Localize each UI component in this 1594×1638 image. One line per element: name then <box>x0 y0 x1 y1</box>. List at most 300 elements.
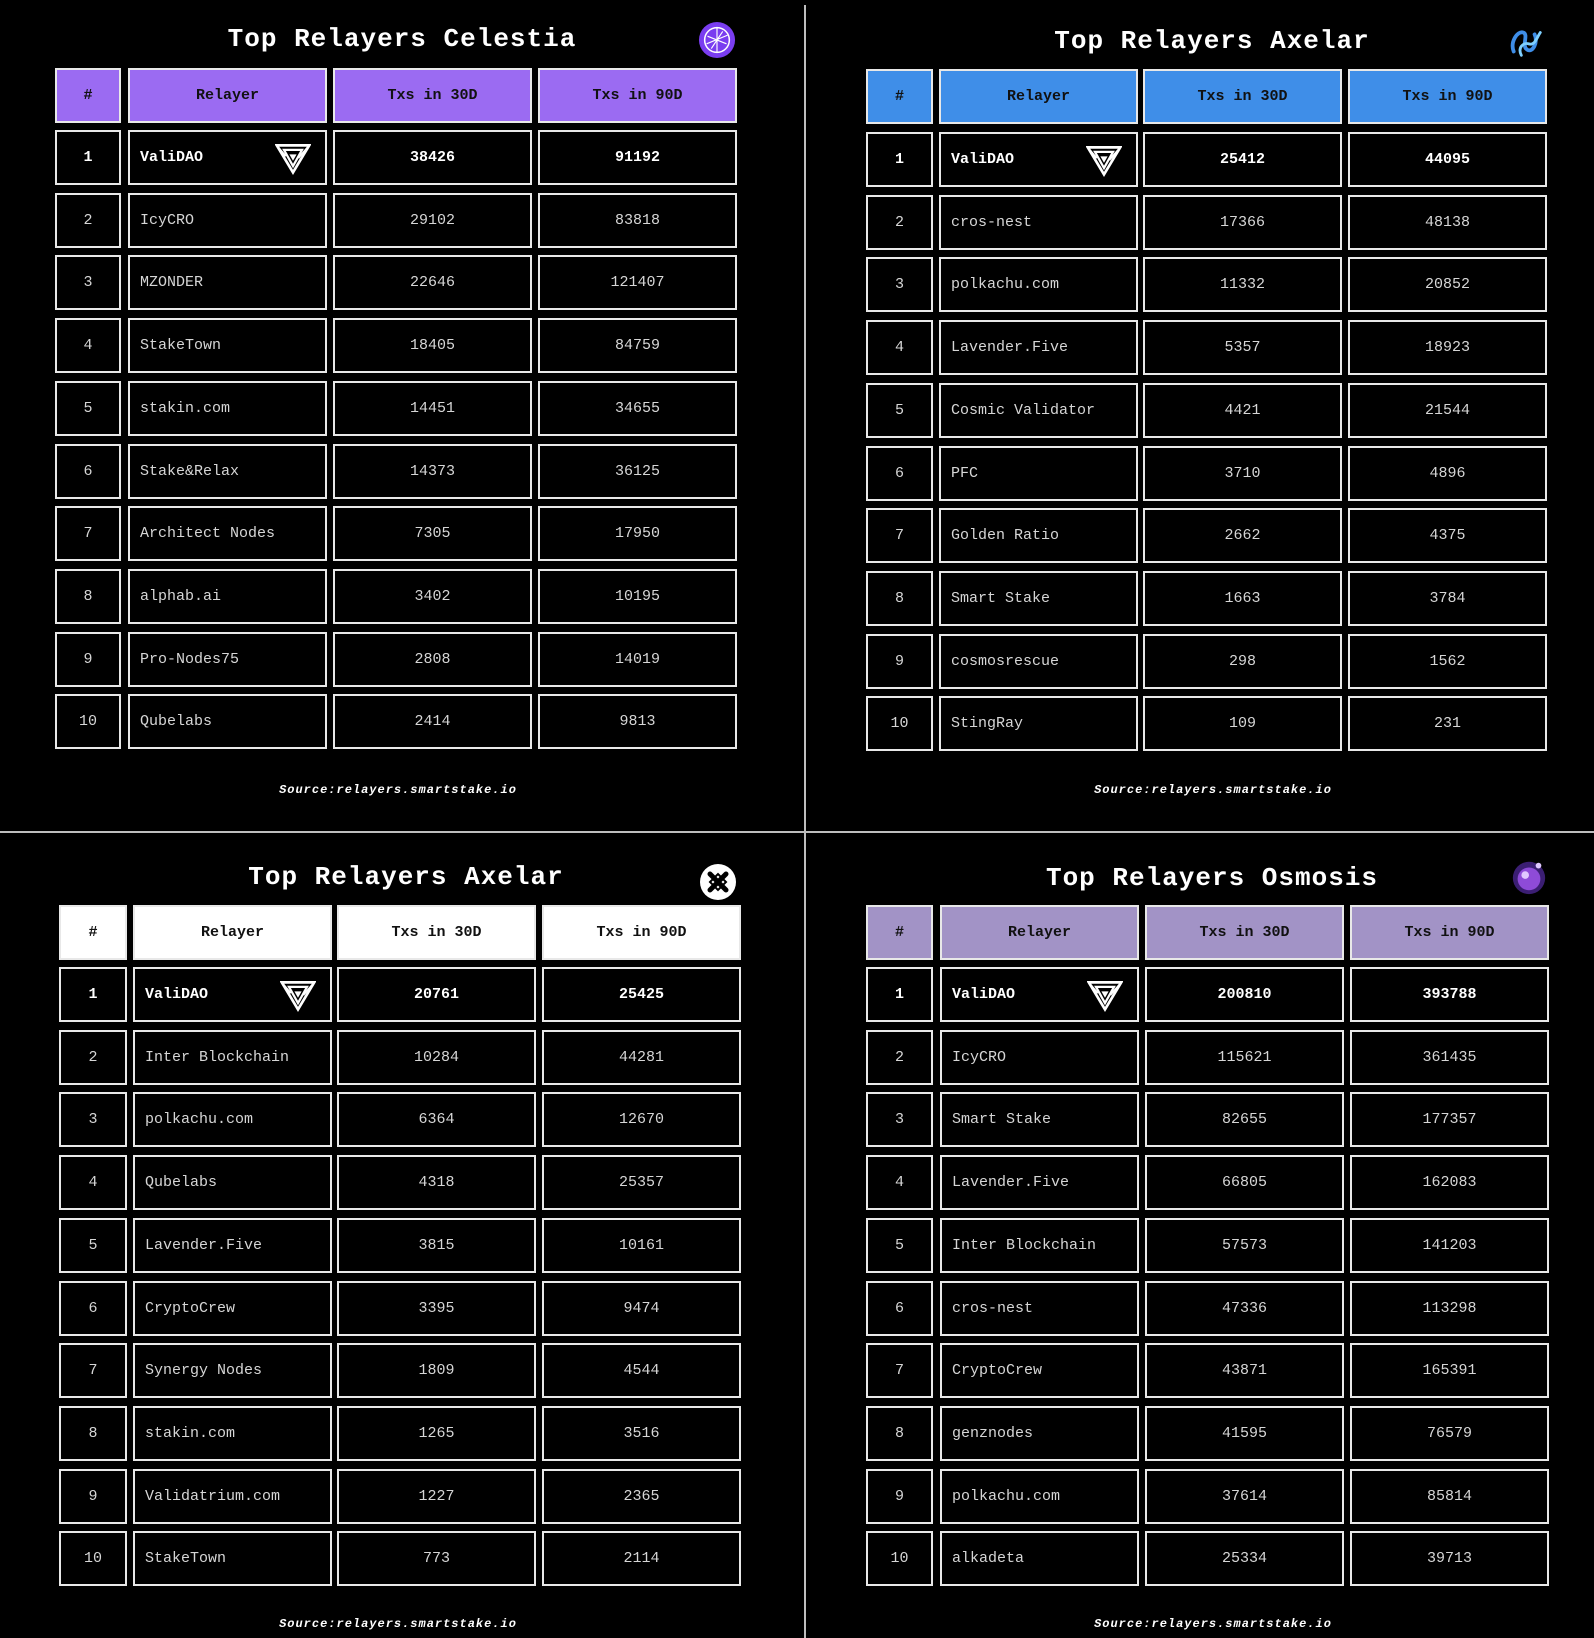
source-note: Source:relayers.smartstake.io <box>279 783 517 797</box>
relayer-name: StakeTown <box>140 337 222 354</box>
rank-value: 9 <box>894 1488 904 1505</box>
txs-90d-cell <box>538 255 737 310</box>
relayer-cell <box>940 1281 1139 1336</box>
relayer-cell <box>939 634 1138 689</box>
panel-title: Top Relayers Axelar <box>248 862 564 892</box>
txs-30d-cell <box>1145 1155 1344 1210</box>
horizontal-divider <box>0 831 1594 833</box>
txs-30d-value: 20761 <box>413 986 459 1003</box>
txs-90d-cell <box>1348 634 1547 689</box>
txs-30d-value: 3402 <box>414 588 451 605</box>
txs-90d-value: 20852 <box>1424 276 1470 293</box>
txs-90d-cell <box>1350 1155 1549 1210</box>
relayer-cell <box>940 1343 1139 1398</box>
rank-cell <box>59 1281 127 1336</box>
txs-30d-value: 1227 <box>418 1488 455 1505</box>
relayer-name: PFC <box>951 465 979 482</box>
txs-30d-cell <box>337 1343 536 1398</box>
txs-90d-cell <box>542 1155 741 1210</box>
txs-30d-cell <box>1145 1469 1344 1524</box>
rank-cell <box>59 1155 127 1210</box>
relayer-cell <box>939 132 1138 187</box>
txs-30d-value: 43871 <box>1221 1362 1267 1379</box>
column-header: # <box>866 905 933 960</box>
relayer-cell <box>939 383 1138 438</box>
relayer-name: IcyCRO <box>140 212 195 229</box>
relayer-cell <box>128 569 327 624</box>
txs-30d-cell <box>333 318 532 373</box>
txs-90d-cell <box>1350 1531 1549 1586</box>
rank-value: 6 <box>83 463 93 480</box>
txs-30d-cell <box>1145 967 1344 1022</box>
column-header: Relayer <box>940 905 1139 960</box>
txs-30d-value: 22646 <box>409 274 455 291</box>
txs-30d-cell <box>337 967 536 1022</box>
relayer-cell <box>940 1092 1139 1147</box>
rank-cell <box>59 1531 127 1586</box>
txs-90d-cell <box>542 1343 741 1398</box>
txs-90d-cell <box>1350 1092 1549 1147</box>
column-header: Txs in 30D <box>1145 905 1344 960</box>
txs-90d-value: 10195 <box>614 588 660 605</box>
panel-title: Top Relayers Celestia <box>227 24 577 54</box>
txs-90d-value: 141203 <box>1422 1237 1477 1254</box>
rank-value: 8 <box>83 588 93 605</box>
rank-cell <box>866 1218 933 1273</box>
relayer-name: polkachu.com <box>145 1111 254 1128</box>
rank-cell <box>866 1030 933 1085</box>
relayer-cell <box>128 193 327 248</box>
relayer-cell <box>128 381 327 436</box>
rank-value: 5 <box>894 402 904 419</box>
rank-value: 7 <box>83 525 93 542</box>
relayer-name: Inter Blockchain <box>952 1237 1097 1254</box>
column-header: Txs in 90D <box>538 68 737 123</box>
rank-cell <box>55 506 121 561</box>
relayer-cell <box>133 1281 332 1336</box>
txs-90d-cell <box>1348 195 1547 250</box>
relayer-name: genznodes <box>952 1425 1034 1442</box>
relayer-name: CryptoCrew <box>145 1300 236 1317</box>
txs-90d-cell <box>1348 132 1547 187</box>
txs-90d-cell <box>542 1281 741 1336</box>
relayer-name: StakeTown <box>145 1550 227 1567</box>
relayer-name: polkachu.com <box>951 276 1060 293</box>
rank-value: 4 <box>83 337 93 354</box>
relayer-name: cros-nest <box>951 214 1033 231</box>
rank-value: 2 <box>894 1049 904 1066</box>
txs-90d-cell <box>538 569 737 624</box>
txs-30d-value: 1663 <box>1224 590 1261 607</box>
txs-90d-value: 25425 <box>618 986 664 1003</box>
txs-30d-value: 2662 <box>1224 527 1261 544</box>
txs-90d-cell <box>1348 320 1547 375</box>
txs-30d-value: 115621 <box>1217 1049 1272 1066</box>
relayer-cell <box>133 1155 332 1210</box>
txs-90d-value: 84759 <box>614 337 660 354</box>
rank-value: 8 <box>894 1425 904 1442</box>
txs-30d-cell <box>333 193 532 248</box>
txs-30d-value: 7305 <box>414 525 451 542</box>
rank-value: 1 <box>88 986 98 1003</box>
rank-cell <box>55 569 121 624</box>
relayer-name: Pro-Nodes75 <box>140 651 240 668</box>
txs-30d-value: 47336 <box>1221 1300 1267 1317</box>
txs-90d-value: 14019 <box>614 651 660 668</box>
relayer-cell <box>133 1030 332 1085</box>
rank-value: 4 <box>894 339 904 356</box>
rank-cell <box>59 1218 127 1273</box>
txs-30d-value: 41595 <box>1221 1425 1267 1442</box>
panel-title: Top Relayers Osmosis <box>1045 863 1379 893</box>
relayer-name: Smart Stake <box>951 590 1051 607</box>
txs-30d-cell <box>333 569 532 624</box>
txs-90d-cell <box>542 1030 741 1085</box>
relayer-cell <box>940 1218 1139 1273</box>
rank-cell <box>866 634 933 689</box>
txs-30d-cell <box>1143 132 1342 187</box>
txs-90d-cell <box>538 381 737 436</box>
relayer-name: ValiDAO <box>140 149 204 166</box>
column-header: Txs in 90D <box>1350 905 1549 960</box>
relayer-cell <box>128 130 327 185</box>
relayer-cell <box>133 1406 332 1461</box>
txs-30d-cell <box>337 1469 536 1524</box>
rank-cell <box>55 255 121 310</box>
txs-30d-value: 11332 <box>1219 276 1265 293</box>
txs-30d-cell <box>337 1092 536 1147</box>
txs-30d-cell <box>333 632 532 687</box>
column-header: Relayer <box>939 69 1138 124</box>
txs-90d-cell <box>542 1406 741 1461</box>
txs-90d-value: 44281 <box>618 1049 664 1066</box>
relayer-name: MZONDER <box>140 274 204 291</box>
relayer-cell <box>128 318 327 373</box>
rank-value: 10 <box>78 713 97 730</box>
txs-30d-value: 14451 <box>409 400 455 417</box>
txs-90d-cell <box>542 967 741 1022</box>
validao-logo-icon <box>275 141 311 175</box>
relayer-name: Synergy Nodes <box>145 1362 263 1379</box>
txs-90d-value: 165391 <box>1422 1362 1477 1379</box>
txs-30d-value: 25412 <box>1219 151 1265 168</box>
txs-30d-value: 2414 <box>414 713 451 730</box>
txs-30d-value: 3710 <box>1224 465 1261 482</box>
rank-cell <box>866 1281 933 1336</box>
txs-90d-value: 10161 <box>618 1237 664 1254</box>
txs-90d-value: 113298 <box>1422 1300 1477 1317</box>
relayer-name: Smart Stake <box>952 1111 1052 1128</box>
rank-value: 7 <box>894 527 904 544</box>
relayer-cell <box>939 571 1138 626</box>
rank-value: 5 <box>83 400 93 417</box>
rank-cell <box>55 318 121 373</box>
txs-90d-cell <box>538 506 737 561</box>
rank-cell <box>866 446 933 501</box>
txs-30d-cell <box>1143 508 1342 563</box>
txs-90d-value: 9813 <box>619 713 656 730</box>
rank-cell <box>866 508 933 563</box>
txs-30d-value: 18405 <box>409 337 455 354</box>
txs-30d-value: 2808 <box>414 651 451 668</box>
relayer-name: Inter Blockchain <box>145 1049 290 1066</box>
txs-30d-value: 3815 <box>418 1237 455 1254</box>
txs-90d-cell <box>1348 696 1547 751</box>
relayer-cell <box>940 1155 1139 1210</box>
rank-cell <box>866 320 933 375</box>
txs-30d-value: 82655 <box>1221 1111 1267 1128</box>
relayer-name: Stake&Relax <box>140 463 240 480</box>
txs-30d-cell <box>1143 195 1342 250</box>
column-header: Relayer <box>128 68 327 123</box>
txs-90d-cell <box>1348 383 1547 438</box>
txs-30d-cell <box>1143 446 1342 501</box>
txs-30d-cell <box>1145 1281 1344 1336</box>
relayer-name: Architect Nodes <box>140 525 276 542</box>
txs-30d-value: 66805 <box>1221 1174 1267 1191</box>
txs-30d-value: 10284 <box>413 1049 459 1066</box>
txs-90d-value: 177357 <box>1422 1111 1477 1128</box>
relayer-name: ValiDAO <box>952 986 1016 1003</box>
txs-90d-value: 17950 <box>614 525 660 542</box>
txs-90d-cell <box>538 632 737 687</box>
txs-30d-cell <box>1143 634 1342 689</box>
rank-cell <box>866 132 933 187</box>
rank-cell <box>866 383 933 438</box>
rank-cell <box>866 1406 933 1461</box>
rank-cell <box>59 1406 127 1461</box>
relayer-cell <box>133 1092 332 1147</box>
txs-90d-cell <box>1350 1343 1549 1398</box>
txs-30d-value: 57573 <box>1221 1237 1267 1254</box>
relayer-name: Golden Ratio <box>951 527 1060 544</box>
rank-value: 5 <box>88 1237 98 1254</box>
txs-30d-value: 5357 <box>1224 339 1261 356</box>
txs-90d-cell <box>538 130 737 185</box>
relayer-cell <box>939 696 1138 751</box>
relayer-name: Lavender.Five <box>951 339 1069 356</box>
txs-90d-cell <box>1350 1469 1549 1524</box>
relayer-cell <box>133 1531 332 1586</box>
rank-value: 5 <box>894 1237 904 1254</box>
relayer-cell <box>133 1343 332 1398</box>
txs-90d-cell <box>542 1469 741 1524</box>
rank-value: 3 <box>83 274 93 291</box>
rank-value: 10 <box>890 715 909 732</box>
txs-90d-value: 2114 <box>623 1550 660 1567</box>
txs-90d-cell <box>538 193 737 248</box>
txs-90d-value: 121407 <box>610 274 665 291</box>
column-header: # <box>55 68 121 123</box>
txs-30d-value: 6364 <box>418 1111 455 1128</box>
source-note: Source:relayers.smartstake.io <box>279 1617 517 1631</box>
rank-value: 2 <box>894 214 904 231</box>
txs-90d-value: 231 <box>1433 715 1461 732</box>
txs-90d-cell <box>1348 257 1547 312</box>
txs-90d-value: 18923 <box>1424 339 1470 356</box>
txs-30d-cell <box>1145 1531 1344 1586</box>
txs-90d-value: 83818 <box>614 212 660 229</box>
relayer-cell <box>939 446 1138 501</box>
rank-cell <box>55 444 121 499</box>
relayer-cell <box>939 257 1138 312</box>
txs-30d-cell <box>1143 320 1342 375</box>
relayer-cell <box>128 255 327 310</box>
rank-cell <box>866 1155 933 1210</box>
rank-value: 6 <box>88 1300 98 1317</box>
axelar-wave-icon <box>1508 23 1546 61</box>
relayer-name: StingRay <box>951 715 1024 732</box>
rank-value: 1 <box>83 149 93 166</box>
txs-90d-value: 162083 <box>1422 1174 1477 1191</box>
txs-90d-value: 393788 <box>1422 986 1477 1003</box>
rank-value: 3 <box>894 1111 904 1128</box>
txs-30d-value: 1809 <box>418 1362 455 1379</box>
relayer-cell <box>939 508 1138 563</box>
column-header: Txs in 30D <box>1143 69 1342 124</box>
axelar-x-icon <box>698 862 736 900</box>
txs-90d-value: 4896 <box>1429 465 1466 482</box>
txs-90d-value: 36125 <box>614 463 660 480</box>
txs-90d-value: 12670 <box>618 1111 664 1128</box>
txs-90d-cell <box>542 1092 741 1147</box>
txs-90d-cell <box>1348 446 1547 501</box>
rank-value: 2 <box>88 1049 98 1066</box>
column-header: Txs in 90D <box>1348 69 1547 124</box>
txs-30d-value: 37614 <box>1221 1488 1267 1505</box>
txs-90d-cell <box>1350 1406 1549 1461</box>
txs-30d-cell <box>1143 571 1342 626</box>
txs-30d-cell <box>333 255 532 310</box>
txs-30d-cell <box>1143 383 1342 438</box>
txs-90d-value: 44095 <box>1424 151 1470 168</box>
txs-30d-cell <box>1145 1406 1344 1461</box>
relayer-name: Qubelabs <box>145 1174 218 1191</box>
relayer-name: alkadeta <box>952 1550 1025 1567</box>
txs-90d-cell <box>1348 571 1547 626</box>
txs-90d-value: 4375 <box>1429 527 1466 544</box>
txs-90d-cell <box>1350 967 1549 1022</box>
relayer-name: cros-nest <box>952 1300 1034 1317</box>
txs-30d-value: 4421 <box>1224 402 1261 419</box>
rank-value: 10 <box>890 1550 909 1567</box>
txs-30d-value: 14373 <box>409 463 455 480</box>
relayer-name: Cosmic Validator <box>951 402 1096 419</box>
txs-30d-cell <box>337 1155 536 1210</box>
rank-cell <box>55 193 121 248</box>
rank-cell <box>866 195 933 250</box>
txs-90d-cell <box>538 444 737 499</box>
rank-value: 9 <box>83 651 93 668</box>
relayer-cell <box>940 967 1139 1022</box>
celestia-icon <box>698 21 736 59</box>
relayer-cell <box>133 967 332 1022</box>
rank-value: 6 <box>894 465 904 482</box>
rank-value: 4 <box>894 1174 904 1191</box>
txs-30d-cell <box>337 1030 536 1085</box>
txs-30d-cell <box>333 444 532 499</box>
txs-90d-cell <box>542 1218 741 1273</box>
txs-90d-value: 2365 <box>623 1488 660 1505</box>
txs-30d-value: 200810 <box>1217 986 1272 1003</box>
txs-30d-value: 4318 <box>418 1174 455 1191</box>
relayer-name: stakin.com <box>145 1425 236 1442</box>
rank-cell <box>59 1469 127 1524</box>
txs-90d-value: 21544 <box>1424 402 1470 419</box>
txs-90d-cell <box>1350 1218 1549 1273</box>
txs-90d-value: 34655 <box>614 400 660 417</box>
rank-value: 4 <box>88 1174 98 1191</box>
rank-cell <box>55 632 121 687</box>
txs-30d-cell <box>333 381 532 436</box>
rank-cell <box>59 1092 127 1147</box>
txs-90d-value: 9474 <box>623 1300 660 1317</box>
rank-cell <box>55 694 121 749</box>
rank-value: 1 <box>894 151 904 168</box>
rank-cell <box>866 1531 933 1586</box>
relayer-cell <box>940 1030 1139 1085</box>
txs-90d-value: 25357 <box>618 1174 664 1191</box>
txs-30d-value: 17366 <box>1219 214 1265 231</box>
rank-cell <box>866 257 933 312</box>
column-header: # <box>866 69 933 124</box>
relayer-name: IcyCRO <box>952 1049 1007 1066</box>
relayer-name: Qubelabs <box>140 713 213 730</box>
rank-value: 6 <box>894 1300 904 1317</box>
rank-cell <box>59 1343 127 1398</box>
rank-value: 2 <box>83 212 93 229</box>
txs-90d-value: 91192 <box>614 149 660 166</box>
relayer-cell <box>940 1469 1139 1524</box>
txs-30d-cell <box>333 130 532 185</box>
txs-90d-cell <box>1350 1281 1549 1336</box>
relayer-name: Validatrium.com <box>145 1488 281 1505</box>
column-header: Txs in 90D <box>542 905 741 960</box>
relayer-cell <box>940 1531 1139 1586</box>
validao-logo-icon <box>280 978 316 1012</box>
relayer-name: ValiDAO <box>145 986 209 1003</box>
relayer-cell <box>133 1469 332 1524</box>
txs-30d-cell <box>1143 257 1342 312</box>
column-header: # <box>59 905 127 960</box>
txs-90d-value: 3784 <box>1429 590 1466 607</box>
column-header: Txs in 30D <box>337 905 536 960</box>
rank-cell <box>59 1030 127 1085</box>
rank-cell <box>59 967 127 1022</box>
panel-title: Top Relayers Axelar <box>1054 26 1370 56</box>
txs-90d-value: 3516 <box>623 1425 660 1442</box>
rank-cell <box>866 1343 933 1398</box>
relayer-name: Lavender.Five <box>952 1174 1070 1191</box>
rank-value: 3 <box>88 1111 98 1128</box>
txs-30d-value: 38426 <box>409 149 455 166</box>
txs-90d-value: 39713 <box>1426 1550 1472 1567</box>
txs-30d-cell <box>337 1218 536 1273</box>
txs-90d-value: 48138 <box>1424 214 1470 231</box>
relayer-name: alphab.ai <box>140 588 222 605</box>
validao-logo-icon <box>1086 143 1122 177</box>
rank-value: 9 <box>88 1488 98 1505</box>
column-header: Txs in 30D <box>333 68 532 123</box>
validao-logo-icon <box>1087 978 1123 1012</box>
relayer-name: ValiDAO <box>951 151 1015 168</box>
rank-value: 7 <box>894 1362 904 1379</box>
txs-90d-value: 1562 <box>1429 653 1466 670</box>
rank-cell <box>866 696 933 751</box>
txs-90d-value: 4544 <box>623 1362 660 1379</box>
txs-30d-value: 3395 <box>418 1300 455 1317</box>
txs-30d-cell <box>1145 1218 1344 1273</box>
